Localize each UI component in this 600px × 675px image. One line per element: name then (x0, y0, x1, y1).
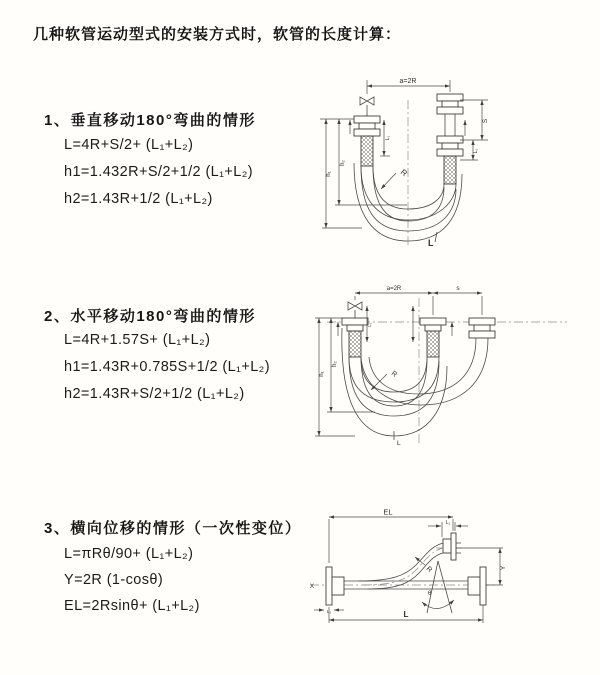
dim-s-label: s (456, 285, 460, 292)
dim-l1-label: L₁ (367, 322, 372, 328)
section2-formula-L: L=4R+1.57S+ (L₁+L₂) (64, 332, 211, 348)
radius-annotation (381, 167, 409, 189)
dimension-l (326, 605, 483, 623)
left-flange (326, 567, 344, 605)
section1-formula-h1: h1=1.432R+S/2+1/2 (L₁+L₂) (64, 164, 254, 180)
section1-formula-h2: h2=1.43R+1/2 (L₁+L₂) (64, 191, 213, 207)
length-label: L (428, 238, 434, 248)
radius-label: R (389, 370, 399, 379)
dim-h1-label: h₁ (319, 371, 325, 377)
left-pipe-fitting (354, 116, 380, 166)
dimension-l1-left (380, 120, 391, 156)
dim-l1-label: L₁ (473, 148, 479, 154)
dim-x-label: X (310, 584, 315, 590)
section2-formula-h1: h1=1.43R+0.785S+1/2 (L₁+L₂) (64, 359, 270, 375)
dim-h2-label: h₂ (332, 361, 338, 367)
pipe-2 (420, 318, 446, 357)
dim-a2r-label: a=2R (399, 78, 417, 85)
section2-formula-h2: h2=1.43R+S/2+1/2 (L₁+L₂) (64, 386, 245, 402)
length-label: L (403, 610, 409, 619)
length-annotation (394, 431, 401, 447)
diagram-lateral-displacement (298, 505, 598, 645)
dimension-a2r (355, 286, 482, 315)
radius-annotation (371, 370, 398, 390)
section3-heading: 3、横向位移的情形（一次性变位） (44, 520, 302, 537)
dimension-s (460, 100, 489, 140)
dim-a2r-label: a=2R (386, 286, 402, 292)
u-bend-hose (342, 328, 488, 436)
angle-theta-label: θ (428, 591, 432, 597)
valve-icon (360, 97, 374, 116)
pipe-1 (342, 318, 368, 357)
diagram-vertical-180-bend (310, 70, 600, 255)
dim-l1-label: L₁ (445, 520, 451, 526)
braided-hose-section (444, 156, 456, 184)
radius-label: R (398, 167, 409, 179)
dim-l1-label: L₁ (326, 609, 332, 614)
section3-formula-EL: EL=2Rsinθ+ (L₁+L₂) (64, 598, 200, 614)
upper-flange (443, 533, 461, 560)
dimension-l1-top (428, 520, 468, 537)
dim-h1-label: h₁ (326, 171, 332, 177)
section1-heading: 1、垂直移动180°弯曲的情形 (44, 112, 256, 129)
dim-h2-label: h₂ (340, 160, 346, 166)
length-label: L (397, 440, 401, 447)
dim-l1-label: L₁ (385, 135, 391, 141)
section2-heading: 2、水平移动180°弯曲的情形 (44, 308, 256, 325)
braided-hose-section (361, 136, 373, 166)
page-title: 几种软管运动型式的安装方式时，软管的长度计算： (33, 26, 402, 43)
radius-label: R (424, 565, 434, 574)
dim-y-label: Y (500, 565, 507, 571)
right-pipe-fitting (437, 94, 463, 184)
dim-el-label: EL (383, 507, 393, 517)
radius-annotation (415, 557, 433, 574)
right-flange (468, 567, 486, 605)
dim-s-label: S (482, 118, 489, 124)
diagram-horizontal-180-bend (305, 278, 595, 458)
dimension-a2r (367, 78, 450, 94)
section3-formula-Y: Y=2R (1-cosθ) (64, 572, 164, 588)
pipe-3 (469, 318, 495, 338)
dimension-el (329, 508, 453, 564)
valve-icon (348, 302, 362, 318)
section3-formula-L: L=πRθ/90+ (L₁+L₂) (64, 546, 194, 562)
section1-formula-L: L=4R+S/2+ (L₁+L₂) (64, 137, 194, 153)
dimension-s (433, 285, 482, 293)
